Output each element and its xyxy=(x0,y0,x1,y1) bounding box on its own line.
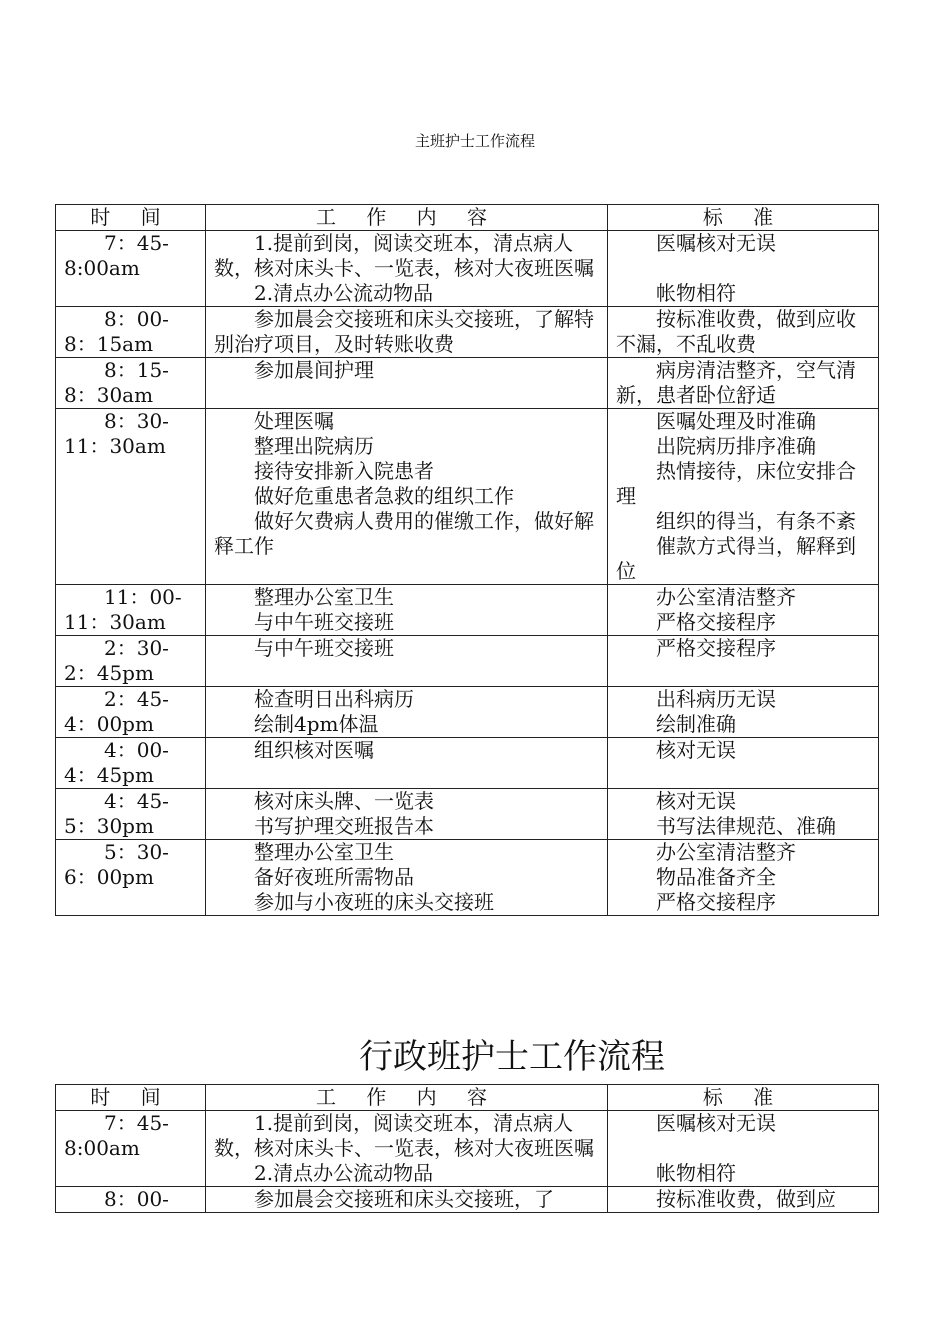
standard-line: 帐物相符 xyxy=(656,281,736,305)
header-standard: 标 准 xyxy=(608,1085,879,1111)
standard-line: 医嘱核对无误 xyxy=(656,231,776,255)
time-cell: 4：45-5：30pm xyxy=(56,789,206,840)
work-cell xyxy=(206,409,608,585)
work-cell xyxy=(206,358,608,409)
table-row xyxy=(56,307,879,358)
standard-cell xyxy=(608,358,879,409)
work-cell xyxy=(206,231,608,307)
time-cell: 5：30-6：00pm xyxy=(56,840,206,916)
work-cell xyxy=(206,840,608,916)
standard-line: 催款方式得当，解释到位 xyxy=(616,534,856,583)
time-cell: 8：00- xyxy=(56,1187,206,1213)
table-row xyxy=(56,585,879,636)
table-body xyxy=(56,1111,879,1213)
work-cell xyxy=(206,789,608,840)
section-title: 行政班护士工作流程 xyxy=(359,1037,665,1077)
table-row xyxy=(56,636,879,687)
table-row xyxy=(56,1111,879,1187)
standard-cell xyxy=(608,1187,879,1213)
work-line: 书写护理交班报告本 xyxy=(254,814,434,838)
time-cell: 7：45-8:00am xyxy=(56,1111,206,1187)
work-line: 检查明日出科病历 xyxy=(254,687,414,711)
standard-cell xyxy=(608,307,879,358)
work-line: 处理医嘱 xyxy=(254,409,334,433)
standard-line: 热情接待，床位安排合理 xyxy=(616,459,856,508)
standard-line: 办公室清洁整齐 xyxy=(656,840,796,864)
standard-line: 严格交接程序 xyxy=(656,890,776,914)
standard-line: 病房清洁整齐，空气清新，患者卧位舒适 xyxy=(616,358,856,407)
standard-line: 严格交接程序 xyxy=(656,636,776,660)
table-row xyxy=(56,231,879,307)
time-cell: 2：30-2：45pm xyxy=(56,636,206,687)
schedule-table-main xyxy=(55,204,879,916)
standard-line: 按标准收费，做到应收不漏，不乱收费 xyxy=(616,307,856,356)
work-cell xyxy=(206,307,608,358)
table-row xyxy=(56,358,879,409)
standard-line: 出院病历排序准确 xyxy=(656,434,816,458)
standard-line xyxy=(616,1136,872,1161)
work-line: 参加晨间护理 xyxy=(254,358,374,382)
time-cell: 8：00-8：15am xyxy=(56,307,206,358)
table-body xyxy=(56,231,879,916)
work-line: 组织核对医嘱 xyxy=(254,738,374,762)
time-cell: 2：45-4：00pm xyxy=(56,687,206,738)
schedule-table-admin xyxy=(55,1084,879,1213)
standard-cell xyxy=(608,738,879,789)
work-cell xyxy=(206,1187,608,1213)
table-row xyxy=(56,687,879,738)
work-line: 做好欠费病人费用的催缴工作，做好解释工作 xyxy=(214,509,594,558)
standard-line xyxy=(616,256,872,281)
table-header-row xyxy=(56,1085,879,1111)
standard-line: 物品准备齐全 xyxy=(656,865,776,889)
work-cell xyxy=(206,1111,608,1187)
time-cell: 8：15-8：30am xyxy=(56,358,206,409)
standard-line: 核对无误 xyxy=(656,789,736,813)
work-line: 做好危重患者急救的组织工作 xyxy=(254,484,514,508)
work-line: 2.清点办公流动物品 xyxy=(254,1161,434,1185)
standard-cell xyxy=(608,687,879,738)
standard-line: 核对无误 xyxy=(656,738,736,762)
work-line: 接待安排新入院患者 xyxy=(254,459,434,483)
table-row xyxy=(56,1187,879,1213)
standard-cell xyxy=(608,789,879,840)
standard-line: 医嘱核对无误 xyxy=(656,1111,776,1135)
standard-line: 严格交接程序 xyxy=(656,610,776,634)
work-cell xyxy=(206,585,608,636)
work-cell xyxy=(206,636,608,687)
standard-line: 按标准收费，做到应 xyxy=(656,1187,836,1211)
table-header-row xyxy=(56,205,879,231)
work-line: 整理办公室卫生 xyxy=(254,585,394,609)
time-cell: 4：00-4：45pm xyxy=(56,738,206,789)
table-row xyxy=(56,840,879,916)
table-row xyxy=(56,789,879,840)
header-time: 时 间 xyxy=(56,205,206,231)
work-line: 与中午班交接班 xyxy=(254,636,394,660)
time-cell: 8：30-11：30am xyxy=(56,409,206,585)
standard-line: 办公室清洁整齐 xyxy=(656,585,796,609)
header-work: 工 作 内 容 xyxy=(206,1085,608,1111)
standard-line: 出科病历无误 xyxy=(656,687,776,711)
work-line: 参加晨会交接班和床头交接班，了 xyxy=(254,1187,554,1211)
standard-line: 书写法律规范、准确 xyxy=(656,814,836,838)
work-line: 核对床头牌、一览表 xyxy=(254,789,434,813)
time-cell: 11：00-11：30am xyxy=(56,585,206,636)
header-standard: 标 准 xyxy=(608,205,879,231)
standard-cell xyxy=(608,231,879,307)
work-cell xyxy=(206,738,608,789)
standard-cell xyxy=(608,1111,879,1187)
work-cell xyxy=(206,687,608,738)
standard-line: 医嘱处理及时准确 xyxy=(656,409,816,433)
work-line: 参加晨会交接班和床头交接班，了解特别治疗项目，及时转账收费 xyxy=(214,307,594,356)
work-line: 备好夜班所需物品 xyxy=(254,865,414,889)
work-line: 2.清点办公流动物品 xyxy=(254,281,434,305)
header-work: 工 作 内 容 xyxy=(206,205,608,231)
standard-cell xyxy=(608,636,879,687)
standard-line: 组织的得当，有条不紊 xyxy=(656,509,856,533)
standard-cell xyxy=(608,840,879,916)
work-line: 1.提前到岗，阅读交班本，清点病人数，核对床头卡、一览表，核对大夜班医嘱 xyxy=(214,1111,594,1160)
work-line: 绘制4pm体温 xyxy=(254,712,379,736)
standard-line: 帐物相符 xyxy=(656,1161,736,1185)
work-line: 参加与小夜班的床头交接班 xyxy=(254,890,494,914)
standard-line: 绘制准确 xyxy=(656,712,736,736)
work-line: 与中午班交接班 xyxy=(254,610,394,634)
standard-cell xyxy=(608,585,879,636)
work-line: 整理出院病历 xyxy=(254,434,374,458)
table-row xyxy=(56,409,879,585)
page-title: 主班护士工作流程 xyxy=(414,132,535,150)
header-time: 时 间 xyxy=(56,1085,206,1111)
standard-cell xyxy=(608,409,879,585)
table-row xyxy=(56,738,879,789)
time-cell: 7：45-8:00am xyxy=(56,231,206,307)
work-line: 1.提前到岗，阅读交班本，清点病人数，核对床头卡、一览表，核对大夜班医嘱 xyxy=(214,231,594,280)
work-line: 整理办公室卫生 xyxy=(254,840,394,864)
